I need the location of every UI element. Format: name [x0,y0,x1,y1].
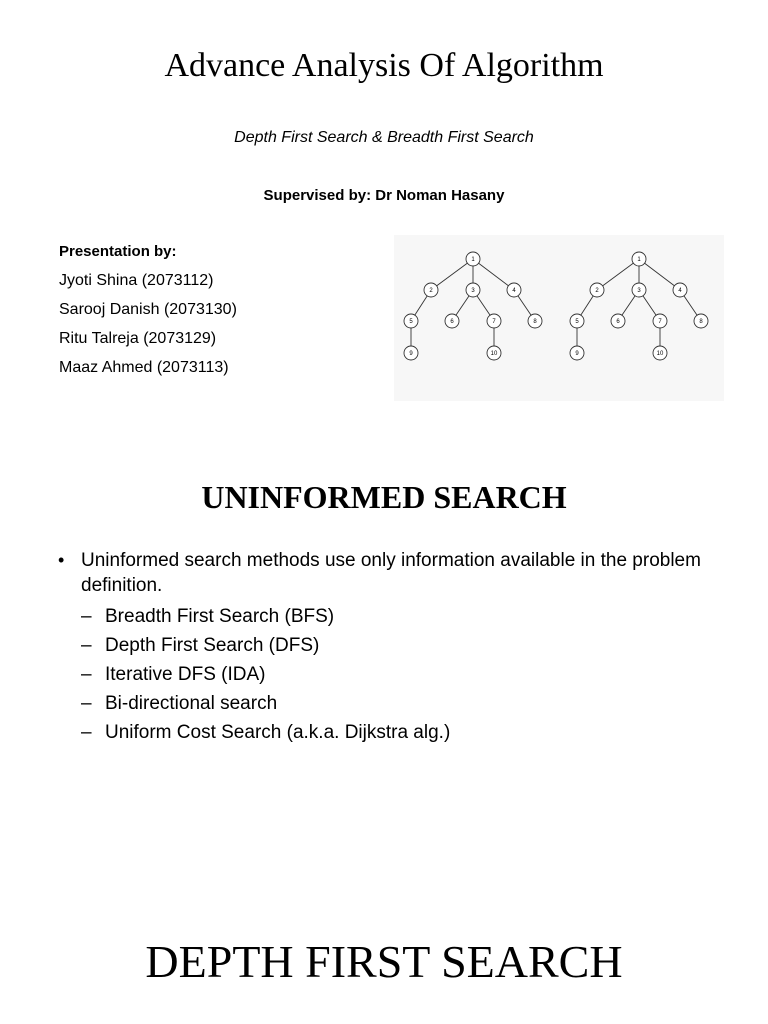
dash-icon: – [81,722,92,743]
slide-title: Advance Analysis Of Algorithm [164,47,604,84]
tree-node-label: 4 [512,288,516,294]
slide-subtitle: Depth First Search & Breadth First Search [234,129,534,146]
tree-node-label: 9 [575,351,579,357]
tree-node-label: 5 [409,319,413,325]
presenter-name: Ritu Talreja (2073129) [59,330,217,347]
tree-node-label: 1 [471,257,475,263]
presenter-name: Jyoti Shina (2073112) [59,272,214,289]
tree-node-label: 4 [678,288,682,294]
bullet-icon: • [58,550,65,570]
tree-node-label: 2 [595,288,599,294]
tree-node-label: 2 [429,288,433,294]
tree-node-label: 8 [533,319,537,325]
tree-node-label: 7 [492,319,496,325]
dash-icon: – [81,606,92,627]
presenter-name: Sarooj Danish (2073130) [59,301,237,318]
presenters-heading: Presentation by: [59,243,177,260]
next-slide-title: DEPTH FIRST SEARCH [145,936,623,987]
tree-node-label: 5 [575,319,579,325]
tree-node-label: 1 [637,257,641,263]
tree-node-label: 7 [658,319,662,325]
list-item [58,548,708,598]
supervisor-line: Supervised by: Dr Noman Hasany [263,187,505,204]
tree-node-label: 3 [637,288,641,294]
sub-list-item [81,689,708,718]
tree-node-label: 10 [656,351,664,357]
sub-item-text: Iterative DFS (IDA) [105,664,266,685]
tree-node-label: 3 [471,288,475,294]
bullet-list [58,548,708,747]
dash-icon: – [81,635,92,656]
dash-icon: – [81,693,92,714]
sub-list-item [81,660,708,689]
tree-node-label: 6 [616,319,620,325]
sub-item-text: Depth First Search (DFS) [105,635,320,656]
sub-item-text: Uniform Cost Search (a.k.a. Dijkstra alg.) [105,722,451,743]
sub-list-item [81,631,708,660]
sub-list [58,602,708,747]
sub-item-text: Bi-directional search [105,693,278,714]
section-title: UNINFORMED SEARCH [201,479,567,515]
presenter-name: Maaz Ahmed (2073113) [59,359,229,376]
dash-icon: – [81,664,92,685]
sub-item-text: Breadth First Search (BFS) [105,606,335,627]
tree-node-label: 9 [409,351,413,357]
sub-list-item [81,718,708,747]
tree-node-label: 10 [490,351,498,357]
bullet-text: Uninformed search methods use only information available in the problem definition. [81,550,701,596]
sub-list-item [81,602,708,631]
tree-diagrams [394,235,724,401]
tree-node-label: 8 [699,319,703,325]
presenters-block [59,240,237,382]
tree-node-label: 6 [450,319,454,325]
